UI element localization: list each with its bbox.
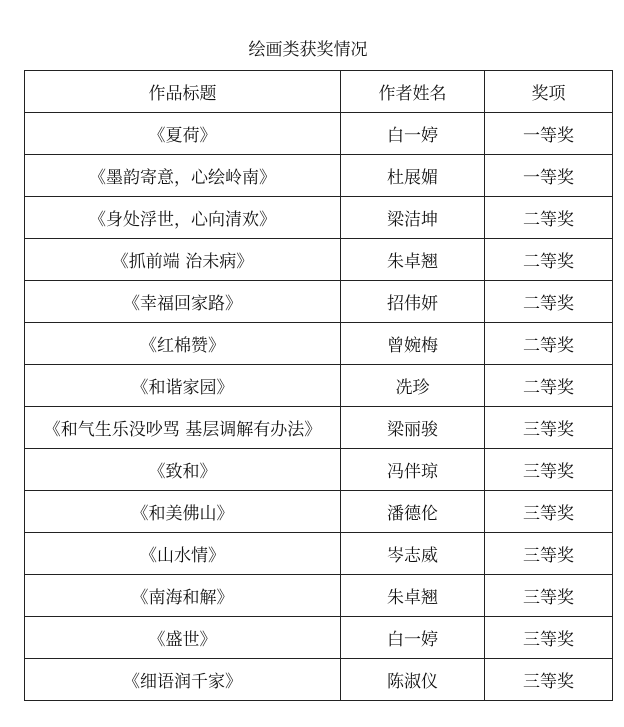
- award-cell: 三等奖: [485, 407, 613, 449]
- table-row: [25, 491, 613, 533]
- award-cell: 三等奖: [485, 449, 613, 491]
- work-title-cell: 《身处浮世，心向清欢》: [25, 197, 341, 239]
- author-cell: 白一婷: [341, 113, 485, 155]
- table-row: [25, 197, 613, 239]
- author-cell: 岑志威: [341, 533, 485, 575]
- table-row: [25, 113, 613, 155]
- table-row: [25, 575, 613, 617]
- award-cell: 二等奖: [485, 323, 613, 365]
- header-work-title: 作品标题: [25, 71, 341, 113]
- author-cell: 杜展媚: [341, 155, 485, 197]
- work-title-cell: 《盛世》: [25, 617, 341, 659]
- author-cell: 潘德伦: [341, 491, 485, 533]
- work-title-cell: 《墨韵寄意，心绘岭南》: [25, 155, 341, 197]
- awards-table: [24, 70, 613, 701]
- work-title-cell: 《红棉赞》: [25, 323, 341, 365]
- award-cell: 一等奖: [485, 113, 613, 155]
- author-cell: 朱卓翘: [341, 575, 485, 617]
- award-cell: 二等奖: [485, 365, 613, 407]
- work-title-cell: 《和气生乐没吵骂 基层调解有办法》: [25, 407, 341, 449]
- award-cell: 三等奖: [485, 533, 613, 575]
- table-row: [25, 323, 613, 365]
- table-row: [25, 155, 613, 197]
- table-row: [25, 617, 613, 659]
- work-title-cell: 《南海和解》: [25, 575, 341, 617]
- award-cell: 三等奖: [485, 659, 613, 701]
- work-title-cell: 《夏荷》: [25, 113, 341, 155]
- table-row: [25, 281, 613, 323]
- table-row: [25, 407, 613, 449]
- award-cell: 一等奖: [485, 155, 613, 197]
- table-row: [25, 365, 613, 407]
- work-title-cell: 《和谐家园》: [25, 365, 341, 407]
- work-title-cell: 《细语润千家》: [25, 659, 341, 701]
- award-cell: 二等奖: [485, 197, 613, 239]
- author-cell: 白一婷: [341, 617, 485, 659]
- table-header-row: [25, 71, 613, 113]
- award-cell: 三等奖: [485, 575, 613, 617]
- author-cell: 陈淑仪: [341, 659, 485, 701]
- award-cell: 三等奖: [485, 491, 613, 533]
- award-cell: 二等奖: [485, 281, 613, 323]
- work-title-cell: 《抓前端 治未病》: [25, 239, 341, 281]
- work-title-cell: 《致和》: [25, 449, 341, 491]
- author-cell: 梁丽骏: [341, 407, 485, 449]
- table-row: [25, 449, 613, 491]
- author-cell: 曾婉梅: [341, 323, 485, 365]
- table-row: [25, 239, 613, 281]
- award-cell: 二等奖: [485, 239, 613, 281]
- header-author-name: 作者姓名: [341, 71, 485, 113]
- document-title: 绘画类获奖情况: [248, 40, 368, 60]
- award-cell: 三等奖: [485, 617, 613, 659]
- author-cell: 冼珍: [341, 365, 485, 407]
- author-cell: 冯伴琼: [341, 449, 485, 491]
- work-title-cell: 《和美佛山》: [25, 491, 341, 533]
- author-cell: 招伟妍: [341, 281, 485, 323]
- work-title-cell: 《山水情》: [25, 533, 341, 575]
- table-row: [25, 533, 613, 575]
- author-cell: 梁洁坤: [341, 197, 485, 239]
- header-award: 奖项: [485, 71, 613, 113]
- work-title-cell: 《幸福回家路》: [25, 281, 341, 323]
- table-row: [25, 659, 613, 701]
- author-cell: 朱卓翘: [341, 239, 485, 281]
